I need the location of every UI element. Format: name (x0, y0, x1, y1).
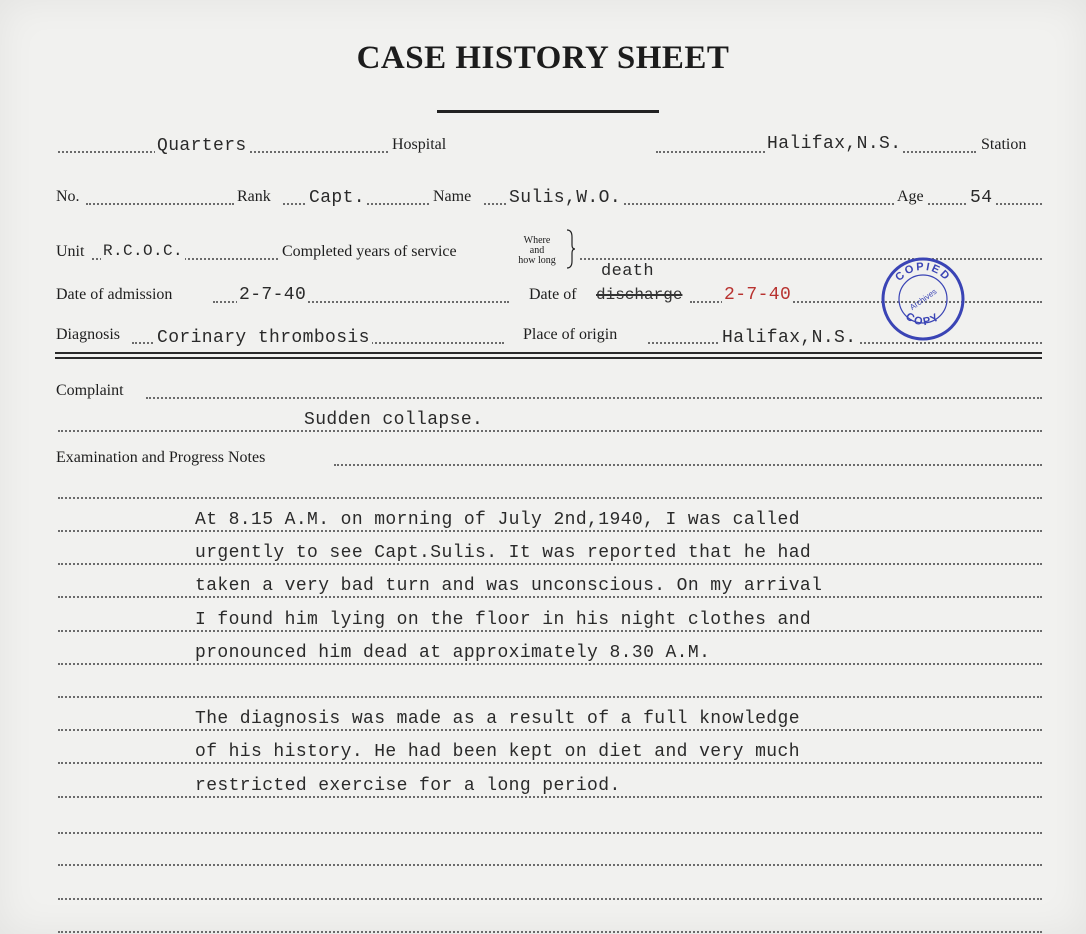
origin-label: Place of origin (523, 326, 618, 343)
service-field-line (580, 258, 1042, 260)
notes-ruled-line (58, 596, 1042, 598)
notes-ruled-line (58, 796, 1042, 798)
notes-ruled-line (58, 630, 1042, 632)
discharge-label: Date of (529, 286, 577, 303)
blank-ruled-line (58, 898, 1042, 900)
rank-value: Capt. (309, 188, 366, 208)
discharge-value: 2-7-40 (724, 285, 792, 305)
brace-icon (566, 229, 576, 269)
notes-text-line: The diagnosis was made as a result of a full knowledge (195, 709, 800, 729)
stamp-top-text: COPIED (893, 260, 953, 284)
discharge-overwrite: death (601, 262, 655, 281)
notes-text-line: pronounced him dead at approximately 8.30 A.M. (195, 643, 711, 663)
station-value: Halifax,N.S. (767, 134, 902, 154)
hospital-label: Hospital (392, 136, 447, 153)
notes-ruled-line (58, 729, 1042, 731)
notes-header-line (334, 464, 1042, 466)
svg-text:COPY (903, 311, 942, 329)
notes-ruled-line (58, 696, 1042, 698)
complaint-label: Complaint (56, 382, 124, 399)
station-label: Station (981, 136, 1027, 153)
diagnosis-label: Diagnosis (56, 326, 120, 343)
discharge-struck-text: discharge (596, 286, 683, 304)
blank-ruled-line (58, 832, 1042, 834)
diagnosis-value: Corinary thrombosis (157, 328, 370, 348)
notes-text-line: I found him lying on the floor in his night clothes and (195, 610, 812, 630)
where-how-long-label: Where and how long (518, 235, 556, 266)
stamp-bottom-text: COPY (903, 310, 943, 329)
notes-blank-line (58, 497, 1042, 499)
notes-ruled-line (58, 530, 1042, 532)
admission-value: 2-7-40 (239, 285, 307, 305)
title-underline (437, 110, 659, 113)
blank-ruled-line (58, 864, 1042, 866)
notes-text-line: restricted exercise for a long period. (195, 776, 621, 796)
notes-label: Examination and Progress Notes (56, 449, 266, 466)
stamp-middle-text: Archives (908, 286, 939, 312)
hospital-value: Quarters (157, 136, 247, 156)
notes-ruled-line (58, 762, 1042, 764)
service-label: Completed years of service (282, 243, 457, 260)
copied-stamp-icon (880, 256, 966, 342)
notes-text-line: taken a very bad turn and was unconscious. On my arrival (195, 576, 823, 596)
age-value: 54 (970, 188, 993, 208)
unit-label: Unit (56, 243, 85, 260)
age-label: Age (897, 188, 924, 205)
unit-value: R.C.O.C. (103, 242, 184, 260)
notes-text-line: of his history. He had been kept on diet and very much (195, 742, 800, 762)
complaint-text: Sudden collapse. (304, 410, 484, 430)
complaint-line-2 (58, 430, 1042, 432)
notes-text-line: urgently to see Capt.Sulis. It was reported that he had (195, 543, 812, 563)
document-title: CASE HISTORY SHEET (356, 40, 730, 76)
section-divider-top (55, 352, 1042, 354)
notes-text-line: At 8.15 A.M. on morning of July 2nd,1940, I was called (195, 510, 800, 530)
complaint-line-1 (146, 397, 1042, 399)
rank-label: Rank (237, 188, 271, 205)
no-label: No. (56, 188, 80, 205)
notes-ruled-line (58, 663, 1042, 665)
admission-label: Date of admission (56, 286, 173, 303)
blank-ruled-line (58, 931, 1042, 933)
section-divider-bottom (55, 357, 1042, 359)
name-label: Name (433, 188, 472, 205)
name-value: Sulis,W.O. (509, 188, 622, 208)
notes-ruled-line (58, 563, 1042, 565)
origin-value: Halifax,N.S. (722, 328, 857, 348)
no-field-line (86, 203, 234, 205)
